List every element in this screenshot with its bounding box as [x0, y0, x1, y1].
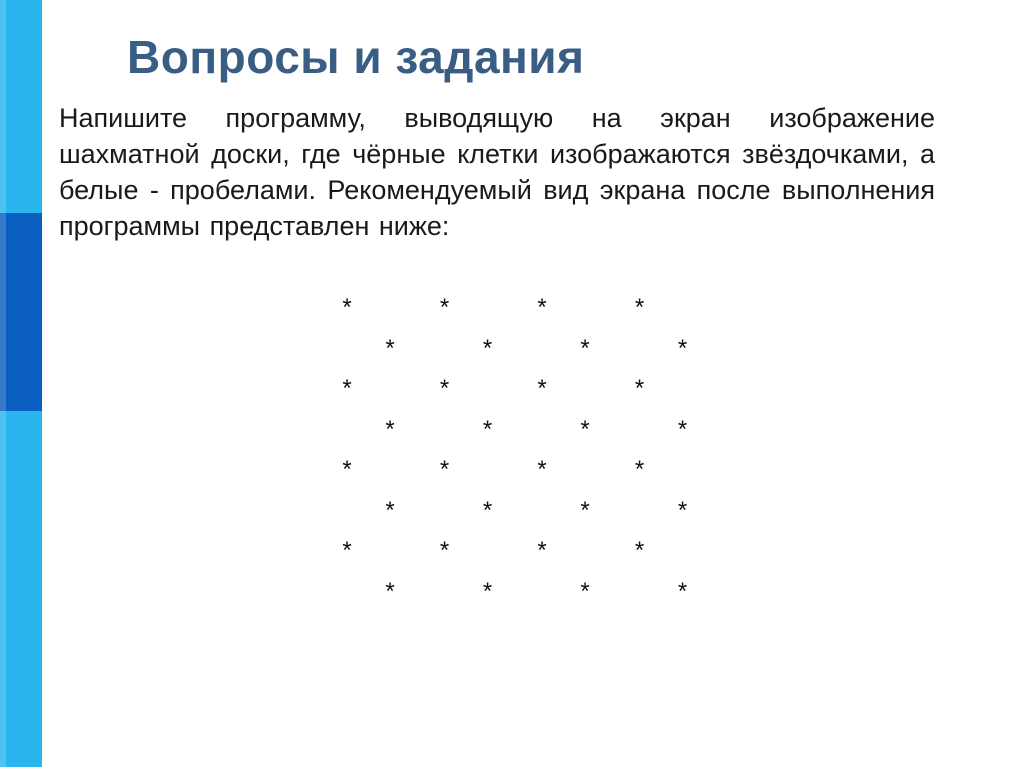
star-cell: *: [482, 577, 493, 605]
sidebar-highlight-strip: [0, 0, 6, 767]
star-cell: *: [677, 415, 688, 443]
star-cell: *: [537, 537, 547, 564]
star-cell: *: [385, 496, 395, 524]
star-cell: *: [439, 537, 450, 564]
star-cell: *: [580, 415, 590, 443]
star-cell: *: [439, 456, 450, 483]
star-cell: *: [537, 375, 547, 402]
slide-title: Вопросы и задания: [127, 31, 585, 83]
star-cell: *: [634, 375, 645, 402]
star-cell: *: [677, 334, 688, 362]
star-cell: *: [634, 456, 645, 483]
star-cell: *: [580, 496, 590, 524]
star-cell: *: [537, 294, 547, 321]
star-cell: *: [482, 496, 493, 524]
star-cell: *: [385, 334, 395, 362]
star-cell: *: [537, 456, 547, 483]
star-cell: *: [342, 375, 352, 402]
star-cell: *: [342, 294, 352, 321]
star-cell: *: [385, 577, 395, 605]
star-cell: *: [482, 415, 493, 443]
task-text: Напишите программу, выводящую на экран изображение шахматной доски, где чёрные клетки изображаются звёздочками, а белые - пробелами. Рекомендуемый вид экрана после выполнения программы представлен ниже:: [59, 103, 935, 241]
star-cell: *: [439, 375, 450, 402]
star-cell: *: [342, 537, 352, 564]
sidebar-accent-dark-block: [0, 213, 42, 411]
star-cell: *: [634, 537, 645, 564]
star-cell: *: [580, 334, 590, 362]
star-cell: *: [342, 456, 352, 483]
star-cell: *: [580, 577, 590, 605]
star-cell: *: [677, 577, 688, 605]
star-cell: *: [439, 294, 450, 321]
star-cell: *: [677, 496, 688, 524]
star-cell: *: [385, 415, 395, 443]
star-cell: *: [634, 294, 645, 321]
star-cell: *: [482, 334, 493, 362]
